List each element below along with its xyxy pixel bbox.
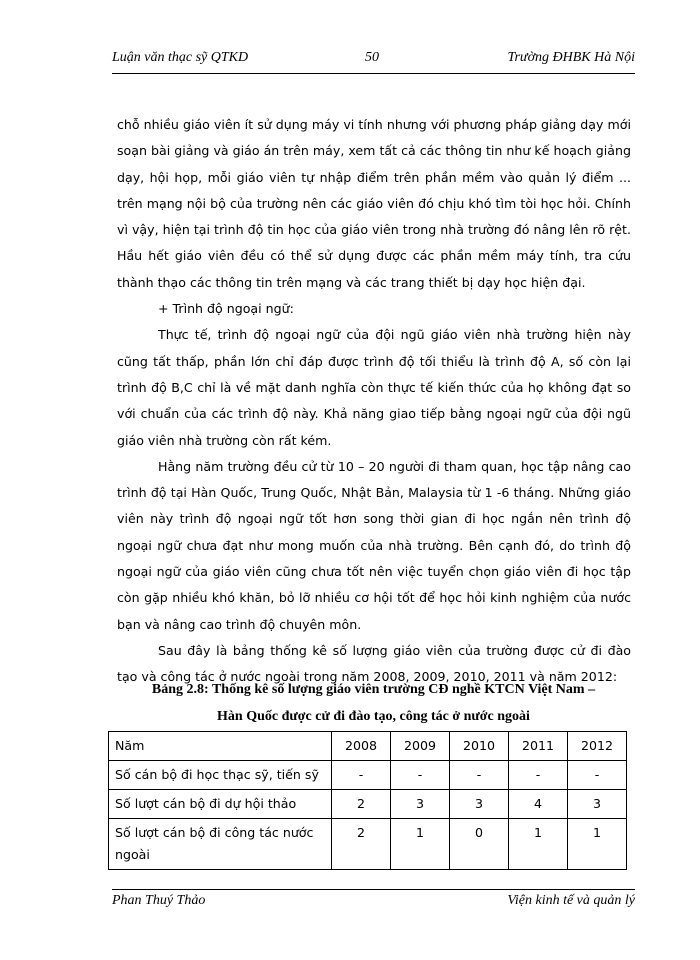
footer-rule — [112, 889, 635, 890]
table-cell: - — [391, 761, 450, 790]
paragraph-language-level: Thực tế, trình độ ngoại ngữ của đội ngũ giáo viên nhà trường hiện này cũng tất thấp, phần lớn chỉ đáp được trình độ tối thiểu là trình độ A, số còn lại trình độ B,C chỉ là về mặt danh nghĩa còn thực tế kiến thức của họ không đạt so với chuẩn của các trình độ này. Khả năng giao tiếp bằng ngoại ngữ của đội ngũ giáo viên nhà trường còn rất kém. — [117, 327, 631, 448]
paragraph-overseas-training: Hằng năm trường đều cử từ 10 – 20 người đi tham quan, học tập nâng cao trình độ tại Hàn Quốc, Trung Quốc, Nhật Bản, Malaysia từ 1 -6 tháng. Những giáo viên này trình độ ngoại ngữ tốt hơn song thời gian đi học ngắn nên trình độ ngoại ngữ chưa đạt như mong muốn của nhà trường. Bên cạnh đó, do trình độ ngoại ngữ của giáo viên cũng chưa tốt nên việc tuyển chọn giáo viên đi học tập còn gặp nhiều khó khăn, bỏ lỡ nhiều cơ hội tốt để học hỏi kinh nghiệm của nước bạn và nâng cao trình độ chuyên môn. — [117, 458, 631, 632]
table-row — [109, 819, 627, 870]
year-header: 2008 — [332, 732, 391, 761]
table-cell: 3 — [391, 790, 450, 819]
page-footer — [112, 893, 635, 913]
table-caption-line2: Hàn Quốc được cử đi đào tạo, công tác ở nước ngoài — [217, 709, 530, 724]
document-body — [117, 112, 631, 691]
table-cell: 1 — [509, 819, 568, 870]
header-university: Trường ĐHBK Hà Nội — [507, 50, 635, 65]
table-cell: 0 — [450, 819, 509, 870]
header-rule — [112, 73, 635, 74]
year-header: 2012 — [568, 732, 627, 761]
page-header — [112, 50, 635, 72]
table-cell: 4 — [509, 790, 568, 819]
paragraph-language-heading: + Trình độ ngoại ngữ: — [158, 301, 294, 317]
year-header: 2009 — [391, 732, 450, 761]
table-cell: 1 — [568, 819, 627, 870]
year-header: 2011 — [509, 732, 568, 761]
table-caption — [112, 676, 635, 730]
table-cell: - — [332, 761, 391, 790]
header-page-number: 50 — [365, 50, 379, 65]
table-cell: 3 — [568, 790, 627, 819]
paragraph-table-intro: Sau đây là bảng thống kê số lượng giáo viên của trường được cử đi đào tạo và công tác ở nước ngoài trong năm 2008, 2009, 2010, 2011 và năm 2012: — [117, 642, 631, 685]
table-cell: - — [509, 761, 568, 790]
header-thesis-title: Luận văn thạc sỹ QTKD — [112, 50, 249, 65]
table-cell: 1 — [391, 819, 450, 870]
table-header-row — [109, 732, 627, 761]
table-caption-line1: Bảng 2.8: Thống kê số lượng giáo viên trường CĐ nghề KTCN Việt Nam – — [151, 682, 596, 697]
table-cell: 3 — [450, 790, 509, 819]
row-label: Số lượt cán bộ đi công tác nước ngoài — [109, 819, 332, 870]
year-header: 2010 — [450, 732, 509, 761]
table-cell: - — [450, 761, 509, 790]
table-header-label: Năm — [109, 732, 332, 761]
paragraph-it-skills: chỗ nhiều giáo viên ít sử dụng máy vi tính nhưng với phương pháp giảng dạy mới soạn bài giảng và giáo án trên máy, xem tất cả các thông tin như kế hoạch giảng dạy, hội họp, mỗi giáo viên tự nhập điểm trên phần mềm vào quản lý điểm ... trên mạng nội bộ của trường nên các giáo viên đó chịu khó tìm tòi học hỏi. Chính vì vậy, hiện tại trình độ tin học của giáo viên trong nhà trường đó nâng lên rõ rệt. Hầu hết giáo viên đều có thể sử dụng được các phần mềm máy tính, tra cứu thành thạo các thông tin trên mạng và các trang thiết bị dạy học hiện đại. — [117, 117, 631, 290]
footer-author: Phan Thuý Thảo — [112, 893, 206, 908]
table-row — [109, 790, 627, 819]
table-cell: - — [568, 761, 627, 790]
footer-institute: Viện kinh tế và quản lý — [507, 893, 635, 908]
row-label: Số lượt cán bộ đi dự hội thảo — [109, 790, 332, 819]
table-cell: 2 — [332, 790, 391, 819]
row-label: Số cán bộ đi học thạc sỹ, tiến sỹ — [109, 761, 332, 790]
statistics-table — [108, 731, 627, 870]
table-row — [109, 761, 627, 790]
table-cell: 2 — [332, 819, 391, 870]
